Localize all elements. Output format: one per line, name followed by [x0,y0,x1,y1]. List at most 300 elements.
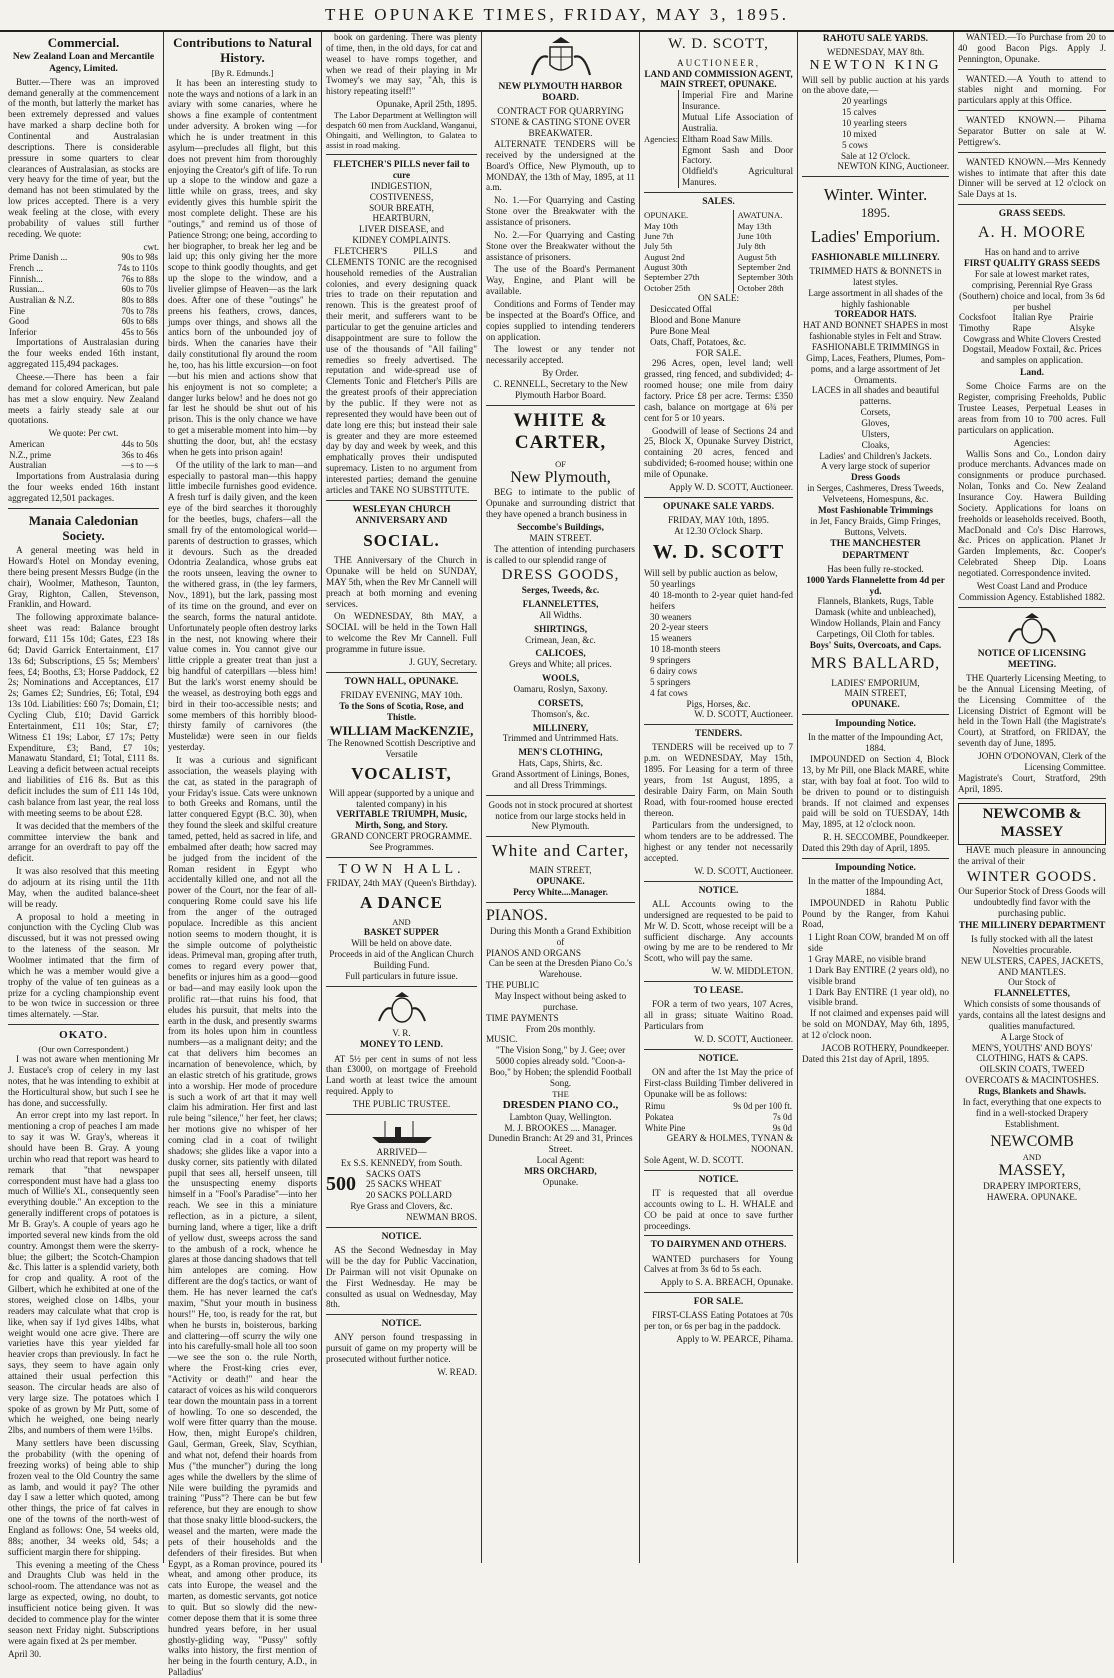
commercial-paragraph: Cheese.—There has been a fair demand for colored American, but pale has met a slow enquiry. New Zealand meets a fairly steady sale at our quotations. [8,371,159,426]
dresden-branch: Dunedin Branch: At 29 and 31, Princes Street. [488,1133,633,1155]
impound-act: In the matter of the Impounding Act, 1884. [808,876,943,897]
boys-text: Boys' Suits, Overcoats, and Caps. [809,639,942,650]
white-carter-manager: Percy White....Manager. [513,887,608,898]
timber-row [644,1112,793,1123]
corset-item: Ladies' and Children's Jackets. [819,450,932,461]
impound-item: 1 Dark Bay ENTIRE (2 years old), no visible brand [808,964,949,986]
stock-item: 40 18-month to 2-year quiet hand-fed heifers [650,589,793,611]
harbor-paragraph: Conditions and Forms of Tender may be inspected at the Board's Office, and copies supplied to intending tenderers on application. [486,299,635,342]
rugs-body: In fact, everything that one expects to find in a well-stocked Drapery Establishment. [962,1096,1102,1129]
impound-body: If not claimed and expenses paid will be sold on MONDAY, May 6th, 1895, at 12 o'clock noon. [802,1008,949,1041]
cheese-row [8,450,159,461]
notice-signature: W. W. MIDDLETON. [711,966,793,977]
tenders-body: TENDERS will be received up to 7 p.m. on WEDNESDAY, May 15th, 1895. For Leasing for a term of three years, from 1st August, 1895, a desirable Dairy Farm, on Main South Road, with four-roomed house erected thereon. [644,742,793,818]
white-carter-2-town: OPUNAKE. [536,876,585,887]
goods-detail: Oamaru, Roslyn, Saxony. [513,684,608,695]
notice-body: ALL Accounts owing to the undersigned are requested to be paid to Mr W. D. Scott, whose receipt will be a sufficient discharge. Any accounts owing by me are to be rendered to Mr Scott, who will pay the same. [644,898,793,964]
onsale-item: Oats, Chaff, Potatoes, &c. [650,336,747,347]
moore-head: A. H. MOORE [978,224,1086,242]
millinery-head: THE MILLINERY DEPARTMENT [958,920,1106,931]
white-carter-of: OF [555,458,566,469]
column-2 [164,32,322,1678]
ballard-town: OPUNAKE. [851,699,900,710]
goods-detail: Thomson's, &c. [531,708,590,719]
pianos-music: MUSIC. [486,1034,518,1045]
white-carter-head: WHITE & CARTER, [513,409,608,454]
agency-item: Imperial Fire and Marine Insurance. [682,90,793,112]
fashion-trim-text: Most Fashionable Trimmings [817,504,934,515]
stock-item: 15 weaners [650,633,692,644]
cheese-row-cell: Australian [9,460,47,471]
fletcher-item: COSTIVENESS, [369,191,434,202]
impound-date: Dated this 29th day of April, 1895. [802,842,931,853]
dresden-agent-town: Opunake. [542,1176,579,1187]
onsale-apply: Apply W. D. SCOTT, Auctioneer. [669,481,793,492]
commercial-title: Commercial. [47,35,120,50]
newcomb-massey-body: HAVE much pleasure in announcing the arrival of their [958,844,1106,866]
notice-head: NOTICE. [698,885,739,896]
butter-row [8,306,159,317]
moore-sub: Has on hand and to arrive [984,247,1080,258]
scott-land: LAND AND COMMISSION AGENT, MAIN STREET, OPUNAKE. [644,68,793,90]
pianos-the: THE [552,1088,569,1099]
stock-item: 9 springers [650,655,691,666]
butter-row-cell: 80s to 88s [121,294,158,305]
held-text: Will be held on above date. [351,938,452,949]
cheese-head: We quote: Per cwt. [48,428,119,439]
corset-item: Ulsters, [861,428,890,439]
cheese-table [8,439,159,471]
moore-body-2: Cowgrass and White Clovers Crested Dogstail, Meadow Foxtail, &c. Prices and samples on application. [962,333,1102,366]
full-text: Full particulars in future issue. [345,970,458,981]
rugs-text: Rugs, Blankets and Shawls. [978,1086,1086,1097]
sale-date: September 27th [644,272,700,283]
yards-name: W. D. SCOTT [652,540,785,563]
dresden-agent-name: MRS ORCHARD, [524,1166,597,1177]
pianos-head: PIANOS. [486,906,548,924]
notice-signature: W. READ. [437,1367,477,1378]
butter-row [8,274,159,285]
arrived-item: 25 SACKS WHEAT [366,1179,442,1190]
programme-text: See Programmes. [369,841,434,852]
butter-row-cell: Australian & N.Z. [9,294,75,305]
footer-towns: HAWERA. OPUNAKE. [986,1192,1078,1203]
commercial-paragraph: Butter.—There was an improved demand generally at the commencement of the month, but latterly the market has been extremely depressed and values have marked a sharp decline both for Continental and Australasian descriptions. There is considerable pressure in some quarters to clear clearances of Australasian, as stocks are very heavy for the time of year, but the demand has not been stimulated by the low prices accepted. There is a very weak feeling at the close, with every probability of values still further receding. We quote: [8,76,159,239]
forsale-head: FOR SALE. [693,1297,744,1308]
westcoast-text: West Coast Land and Produce Commission Agency. Established 1882. [958,580,1106,602]
pianos-public: THE PUBLIC [486,980,539,991]
newton-head: NEWTON KING [809,58,942,74]
stock-item: 10 18-month steers [650,644,721,655]
clothing-text: MEN'S, YOUTHS' AND BOYS' CLOTHING, HATS & CAPS. [971,1042,1093,1064]
sale-date: October 25th [644,282,691,293]
column-3 [322,32,482,1563]
butter-row-cell: 45s to 56s [121,326,158,337]
footer-and: AND [1022,1152,1042,1163]
wesleyan-paragraph: THE Anniversary of the Church in Opunake will be held on SUNDAY, MAY 5th, when the Rev Mr Cannell will preach at both morning and evening services. [326,555,477,609]
scott-subhead: AUCTIONEER, [677,57,760,68]
commercial-paragraph: Importations of Australasian during the four weeks ended 16th instant, aggregated 115,494 packages. [8,337,159,370]
trimmings-text: FASHIONABLE TRIMMINGS in Gimp, Laces, Feathers, Plumes, Pom-poms, and a large assortment of Jet Ornaments. [806,341,945,385]
notice-body: ON and after the 1st May the price of First-class Building Timber delivered in Opunake will be as follows: [644,1066,793,1099]
impound-head: Impounding Notice. [835,862,916,873]
impound-item: 1 Gray MARE, no visible brand [808,954,926,965]
sale-date: May 10th [644,220,678,231]
timber-row-cell: 9s 0d per 100 ft. [733,1101,792,1112]
pianos-text: During this Month a Grand Exhibition of [489,925,632,947]
okato-title: OKATO. [59,1029,108,1042]
wesleyan-paragraph: On WEDNESDAY, 8th MAY, a SOCIAL will be held in the Town Hall to welcome the Rev Mr Cannell. Full programme in future issue. [326,611,477,655]
harbor-paragraph: The lowest or any tender not necessarily accepted. [486,344,635,366]
yards-signature: W. D. SCOTT, Auctioneer. [694,709,793,720]
oilskin-text: OILSKIN COATS, TWEED OVERCOATS & MACINTOSHES. [965,1064,1099,1086]
onsale-item: Pure Bone Meal [650,325,710,336]
byline: [By R. Edmunds.] [211,67,274,78]
impound-item: 1 Light Roan COW, branded M on off side [808,932,949,954]
goods-heading: MEN'S CLOTHING, [518,747,603,758]
ballard-street: MAIN STREET, [844,688,907,699]
pianos-text: May Inspect without being asked to purchase. [494,991,627,1012]
sales-head: SALES. [702,197,735,207]
wesleyan-head: WESLEYAN CHURCH ANNIVERSARY AND [352,504,451,526]
footer-importers: DRAPERY IMPORTERS, [983,1181,1081,1192]
newcomb-massey-head: NEWCOMB & MASSEY [958,803,1106,844]
stock-item: 15 calves [842,107,877,118]
butter-row-cell: 60s to 70s [121,284,158,295]
money-body: AT 5½ per cent in sums of not less than £3000, on mortgage of Freehold Land worth at least twice the amount required. Apply to [326,1053,477,1097]
agency-item: Oldfield's Agricultural Manures. [682,166,793,188]
timber-row-cell: 9s 0d [772,1122,792,1133]
rahotu-head: RAHOTU SALE YARDS. [822,34,929,44]
notice-agent: Sole Agent, W. D. SCOTT. [644,1154,744,1165]
timber-row-cell: White Pine [645,1122,686,1133]
cheese-row-cell: 36s to 46s [121,449,158,460]
dresden-head: DRESDEN PIANO CO., [502,1098,619,1111]
sale-date: October 28th [737,282,784,293]
arrived-500: 500 [326,1173,356,1196]
newton-sell: Will sell by public auction at his yards on the above date,— [802,74,949,96]
our-stock-text: Our Stock of [1008,977,1056,988]
white-carter-building: Seccombe's Buildings, [517,522,604,533]
sale-date: September 30th [737,272,793,283]
grass-head: GRASS SEEDS. [998,209,1066,220]
flannelettes-body: Which consists of some thousands of yards, contains all the latest designs and qualities manufactured. [958,999,1106,1031]
winter-goods: WINTER GOODS. [966,868,1098,885]
column-5 [640,32,798,1563]
and-text: AND [392,917,411,928]
triumph-text: VERITABLE TRIUMPH, Music, Mirth, Song, and Story. [336,809,467,831]
okato-date: April 30. [8,1648,42,1659]
yards-sell: Will sell by public auction as below, [644,568,778,579]
harbor-subhead: CONTRACT FOR QUARRYING STONE & CASTING STONE OVER BREAKWATER. [490,106,631,139]
butter-row-cell: 76s to 88s [121,273,158,284]
timber-row [644,1123,793,1134]
seeds-row-cell: Alsyke [1069,323,1095,334]
onsale-head: ON SALE: [697,293,740,304]
seeds-row [958,312,1106,323]
impound-items [802,932,949,1008]
sales-right-list [738,221,793,294]
cheese-row-cell: 44s to 50s [121,439,158,450]
goods-heading: SHIRTINGS, [533,623,588,634]
goods-detail: Greys and White; all prices. [509,659,612,670]
goods-heading: WOOLS, [541,673,579,684]
butter-row-cell: 90s to 98s [121,252,158,263]
dress-desc-text: in Serges, Cashmeres, Dress Tweeds, Velveteens, Homespuns, &c. [807,483,944,504]
flannels-text: Flannels, Blankets, Rugs, Table Damask (white and unbleached), Window Hollands, Plain and Fancy Carpetings, Oil Cloth for tables. [810,596,941,639]
notice-head: NOTICE. [381,1231,422,1242]
arrived-signature: NEWMAN BROS. [406,1212,477,1223]
licensing-body: THE Quarterly Licensing Meeting, to be the Annual Licensing Meeting, of the Licensing Committee of the Licensing District of Egmont will be held in the Town Hall (the Magistrate's Court), at Stratford, on FRIDAY, the seventh day of June, 1895. [958,673,1106,749]
commercial-paragraph: Importations from Australasia during the four weeks ended 16th instant aggregated 12,501 packages. [8,470,159,503]
butter-row-cell: Inferior [9,326,37,337]
vr-text: V. R. [392,1027,411,1038]
scott-head: W. D. SCOTT, [668,36,769,52]
town-hall-2-head: TOWN HALL. [338,861,465,877]
onsale-item: Blood and Bone Manure [650,314,741,325]
flannelette-text: 1000 Yards Flannelette from 4d per yd. [806,574,945,596]
butter-row-cell: Prime Danish ... [9,252,68,263]
tenders-head: TENDERS. [694,729,743,740]
ulsters-text: NEW ULSTERS, CAPES, JACKETS, AND MANTLES. [960,955,1104,977]
okato-paragraph: Many settlers have been discussing the probability (with the opening of freezing works) of being able to ship frozen veal to the Old Country the same as lamb, and would it pay? The other day I saw a letter which quoted, among other things, the price of fat calves in one of the towns of the north-west of England as follows: One, 54 weeks old, 88s; another, 34 weeks old, 54s; a sufficient margin there for shipping. [8,1438,159,1557]
onsale-paragraph: 296 Acres, open, level land; well grassed, ring fenced, and subdivided; 4-roomed house; one mile from dairy factory. Price £8 per acre. Terms: £350 cash, balance on mortgage at 6¾ per cent for 5 or 10 years. [644,358,793,423]
flannelettes-text: FLANNELETTES, [994,988,1070,999]
yards-date: FRIDAY, MAY 10th, 1895. [668,514,769,525]
butter-row [8,263,159,274]
seeds-row-cell: Italian Rye [1012,312,1052,323]
manaia-title: Manaia Caledonian Society. [28,512,139,543]
harbor-signature: C. RENNELL, Secretary to the New Plymouth Harbor Board. [493,379,628,400]
goods-detail: Hats, Caps, Shirts, &c. [518,758,603,769]
wanted-ad: WANTED KNOWN.— Pihama Separator Butter on sale at W. Pettigrew's. [958,115,1106,147]
appear-text: Will appear (supported by a unique and talented company) in his [328,787,475,809]
land-body: Some Choice Farms are on the Register, comprising Freeholds, Public Trustee Leases, Perpetual Leases in areas from from 10 to 700 acres. Full particulars on application. [958,381,1106,435]
okato-paragraph: This evening a meeting of the Chess and Draughts Club was held in the school-room. The attendance was not as large as expected, owing, no doubt, to insufficient notice being given. It was decided to commence play for the winter season next Friday night. Subscriptions were again fixed at 2s per member. [8,1559,159,1646]
sale-date: July 8th [737,241,766,252]
column-7 [954,32,1110,1563]
impound-signature: JACOB ROTHERY, Poundkeeper. [821,1042,949,1053]
manchester-sub: Has been fully re-stocked. [827,563,924,574]
onsale-item: Desiccated Offal [650,304,712,315]
seeds-row [958,323,1106,334]
stock-item: 5 cows [842,139,868,150]
sale-date: September 2nd [737,262,791,273]
butter-row-cell: Good [9,316,29,327]
dairymen-body: WANTED purchasers for Young Calves at from 3s 6d to 5s each. [644,1253,793,1275]
cheese-row [8,460,159,471]
stock-item: 10 mixed [842,128,877,139]
harbor-order: By Order. [542,368,579,379]
natural-history-title: Contributions to Natural History. [173,35,312,66]
footer-massey: MASSEY, [998,1162,1066,1180]
dairymen-head: TO DAIRYMEN AND OTHERS. [650,1240,787,1251]
article-continued: book on gardening. There was plenty of time, then, in the old days, for cat and weasel to have romps together, and when we read of their playing in Mr Twomey's we may say, "Ah, this is history repeating itself!" [326,32,477,97]
notice-body: IT is requested that all overdue accounts owing to L. H. WHALE and CO be paid at once to save further proceedings. [644,1187,793,1231]
concert-text: GRAND CONCERT PROGRAMME. [331,831,472,842]
tenders-body: Particulars from the undersigned, to whom tenders are to be addressed. The highest or any tender not necessarily accepted. [644,820,793,864]
fletcher-head: FLETCHER'S PILLS never fail to cure [333,159,470,180]
public-trustee: THE PUBLIC TRUSTEE. [352,1099,451,1110]
fletcher-list [326,181,477,246]
town-hall-head: TOWN HALL, OPUNAKE. [344,676,459,687]
butter-row-cell: 74s to 110s [117,263,158,274]
stock-item: 5 springers [650,676,691,687]
dresden-address: Lambton Quay, Wellington. [509,1111,612,1122]
harbor-paragraph: No. 1.—For Quarrying and Casting Stone over the Breakwater with the assistance of prisoners. [486,195,635,227]
town-hall-2-date: FRIDAY, 24th MAY (Queen's Birthday). [326,878,477,889]
fletcher-item: SOUR BREATH, [369,202,434,213]
sale-date: June 7th [644,230,674,241]
timber-row [644,1101,793,1112]
impound-signature: R. H. SECCOMBE, Poundkeeper. [823,832,949,843]
trim-desc-text: in Jet, Fancy Braids, Gimp Fringes, Buttons, Velvets. [810,515,941,537]
seeds-table [958,312,1106,333]
ballard-head: MRS BALLARD, [810,654,941,672]
manchester-heading: THE MANCHESTER DEPARTMENT [830,539,921,561]
butter-unit: cwt. [143,241,159,252]
goods-heading: MILLINERY, [532,722,589,733]
yards-items [644,579,793,698]
royal-crest-icon [1005,612,1059,646]
moore-first: FIRST QUALITY GRASS SEEDS [963,258,1101,269]
article-paragraph: Of the utility of the lark to man—and especially to pastoral man—this happy little imbecile furnishes good evidence. A fresh turf is daily given, and the keen eye of the bird searches it thoroughly for the beetles, bugs, chafers—all the small fry of the entomological world—parents of destruction to grasses, which it devours. Such as the dreaded Odontria Zealandica, whose grubs eat the roots unseen, leaving the owner to the withered grass, in (the ley farmers, Nov., 1891), but the lark, passing most of its time on the ground, and ever on the search, forms the natural antidote. Unfortunately people often destroy larks in the nest, not knowing where their value comes in. You cannot give our little cripple a greater treat than just a big handful of caterpillars —bless him! But the lark's worst enemy should be the weasel, as destroying both eggs and bird in their too-accessible nests; and some members of this horribly blood-thirsty family of carnivores (the Mustelidæ) were seen in our fields yesterday. [168,459,317,753]
notice-body: AS the Second Wednesday in May will be the day for Public Vaccination, Dr Pairman will not visit Opunake on the First Wednesday. He may be consulted as usual on Wednesday, May 8th. [326,1245,477,1310]
cheese-row-cell: —s to —s [121,460,158,471]
newton-time: Sale at 12 O'clock. [840,150,910,161]
fletcher-item: INDIGESTION, [371,180,432,191]
goods-detail: All Widths. [539,609,582,620]
steamship-icon [367,1119,437,1145]
harbor-paragraph: ALTERNATE TENDERS will be received by the undersigned at the Board's Office, New Plymouth, up to MONDAY, the 13th of May, 1895, at 11 a.m. [486,138,635,193]
manaia-paragraph: A general meeting was held in Howard's Hotel on Monday evening, there being present Messrs Budge (in the chair), Woolmer, Matheson, Taunton, Gray, Righton, Callen, Stevenson, Franklin, and Howard. [8,545,159,610]
dresden-manager: M. J. BROOKES .... Manager. [504,1122,617,1133]
goods-detail: Trimmed and Untrimmed Hats. [502,733,619,744]
pianos-text: From 20s monthly. [525,1023,596,1034]
stock-item: 10 yearling steers [842,118,907,129]
arrived-item: SACKS OATS [366,1168,421,1179]
article-paragraph: It has been an interesting study to note the ways and notions of a lark in an aviary with some canaries, where he shows a fine example of contentment under adversity. A broken wing —for which he is under treatment in this asylum—precludes all flight, but this does not prevent him from thoroughly enjoying the Creator's gift of life. To run up a slope to the window and gaze a little while on grass, trees, and sky evidently gives this humble spirit the most complete delight. These are his "outings," and remind us of those of Patience Strong; one being, according to her biographer, to break her leg and be laid up; this only giving her the more scope to think goodly thoughts, and get up the slope to the window, and a livelier glimpse of Heaven—as the lark does. After one of these "outings" he preens his feathers, crows, dances, jumps over things, and shows all the antics born of the unbounded joy of birds. When the canaries have their daily constitutional fly around the room he, too, has his little excursion—on foot—but his mien and actions show that his enjoyment is not so complete; a danger lurks below! and he does not go far lest he should be shut out of his prison. This is the only chance we have to get a miserable moment into him—by shutting the door, but, ah! the ecstasy when he gets into prison again! [168,77,318,457]
yards-head: OPUNAKE SALE YARDS. [663,501,774,512]
impound-date: Dated this 21st day of April, 1895. [802,1053,930,1064]
arrived-rye: Rye Grass and Clovers, &c. [350,1201,453,1212]
masthead: THE OPUNAKE TIMES, FRIDAY, MAY 3, 1895. [0,0,1114,32]
fashion-heading: FASHIONABLE MILLINERY. [811,252,940,263]
article-date: Opunake, April 25th, 1895. [376,99,477,110]
column-6 [798,32,954,1563]
manaia-paragraph: The following approximate balance-sheet was read: Balance brought forward, £11 15s 10d; Gates, £23 18s 6d; David Garrick Entertainment, £17 13s 6d; Subscriptions, £5 5s; Members' fees, £4; Booths, £3; Horse Paddock, £2 2s; Nominations and Acceptances, £17 2s; Games £2; Sundries, £6; Total, £94 13s 10d. Liabilities: £60 7s; Domain, £1; Cycling Club, £10; David Garrick Entertainment, £11 10s; Star, £7; Witness £1 19s; Labor, £7 17s; Petty Expenditure, £3; Band, £7 10s; Manawatu Standard, £1; Total, £111 8s. Leaving a deficit between actual receipts and liabilities of £16 8s. But as this deficit includes the sum of £11 14s 10d, cash balance from last year, the real loss with meeting seems to be about £28. [8,612,159,818]
pianos-organs: PIANOS AND ORGANS [486,947,581,958]
trimmed-text: TRIMMED HATS & BONNETS in latest styles. [809,265,942,287]
seeds-row-cell: Cocksfoot [959,312,996,323]
white-carter-paragraph: BEG to intimate to the public of Opunake and surrounding district that they have opened a branch business in [486,487,635,520]
royal-crest-icon [375,991,429,1025]
impound-body: IMPOUNDED on Section 4, Block 13, by Mr Pill, one Black MARE, white star, with bay foal at foot. Too wild to be driven to pound or to distinguish brands. If not claimed and expenses paid will be sold on TUESDAY, 14th May, 1895, at 12 o'clock noon. [802,754,949,830]
commercial-subtitle: New Zealand Loan and Mercantile Agency, Limited. [12,52,155,74]
impound-head: Impounding Notice. [835,719,916,730]
goods-detail: Crimean, Jean, &c. [525,634,596,645]
sales-right-head: AWATUNA. [737,210,783,221]
butter-row-cell: Finnish... [9,273,43,284]
manaia-paragraph: It was decided that the members of the committee interview the bank and arrange for an overdraft to pay off the deficit. [8,820,159,864]
notice-head: NOTICE. [698,1174,739,1185]
dresden-agent: Local Agent: [536,1155,585,1166]
footer-newcomb: NEWCOMB [990,1133,1074,1151]
year-heading: 1895. [860,205,891,221]
white-carter-2-head: White and Carter, [491,841,630,861]
yards-pigs: Pigs, Horses, &c. [686,698,751,709]
millinery-body: Is fully stocked with all the latest Novelties procurable. [971,934,1093,955]
lease-signature: W. D. SCOTT, Auctioneer. [694,1033,793,1044]
sale-date: June 10th [737,230,772,241]
winter-heading: Winter. Winter. [823,185,928,205]
corset-items [802,407,949,461]
performer-name: WILLIAM MacKENZIE, [329,722,474,738]
agencies-label: Agencies: [644,134,678,145]
butter-row-cell: Fine [9,305,26,316]
goods-heading: CORSETS, [537,697,584,708]
column-1 [4,32,164,1659]
licensing-head: NOTICE OF LICENSING MEETING. [977,648,1087,670]
pianos-text: Can be seen at the Dresden Piano Co.'s Warehouse. [488,958,633,980]
stock-text: A very large stock of superior [820,461,931,472]
dress-goods-text: Dress Goods [850,472,901,483]
wanted-ad: WANTED KNOWN.—Mrs Kennedy wishes to intimate that after this date Dinner will be served at 12 o'clock on Sale Days at 1s. [958,156,1106,200]
wanted-ad: WANTED.—A Youth to attend to stables night and morning. For particulars apply at this Office. [958,73,1106,106]
hat-shapes-text: HAT AND BONNET SHAPES in most fashionable styles in Felt and Straw. [803,320,948,342]
timber-table [644,1101,793,1133]
sales-left-list [644,221,699,294]
agency-item: Eltham Road Saw Mills. [682,133,773,144]
basket-text: BASKET SUPPER [363,927,440,938]
corset-item: Gloves, [861,417,890,428]
stock-item: 6 dairy cows [650,665,697,676]
butter-row-cell: 70s to 78s [121,305,158,316]
butter-table [8,252,159,337]
notice-body: ANY person found trespassing in pursuit of game on my property will be prosecuted without further notice. [326,1332,477,1365]
columns [4,32,1110,1678]
licensing-signature: JOHN O'DONOVAN, Clerk of the Licensing Committee. [978,751,1106,772]
butter-row [8,295,159,306]
sale-date: May 13th [737,220,772,231]
white-carter-town: New Plymouth, [510,468,611,486]
dress-goods: DRESS GOODS, [501,567,620,584]
newton-items [802,96,949,150]
toreador-text: TOREADOR HATS. [834,309,917,320]
manaia-paragraph: A proposal to hold a meeting in conjunction with the Cycling Club was discussed, but it was not pressed owing to the lateness of the season. Mr Woolmer intimated that the firm of which he was a member would give a trophy of the value of ten guineas as a prize for a cycling championship event to be won twice in succession or three times alternately. —Star. [8,911,159,1020]
pianos-text: "The Vision Song," by J. Gee; over 5000 copies already sold. "Coon-a-Boo," by Hoben; the splendid Football Song. [489,1045,632,1088]
goods-heading: FLANNELETTES, [522,599,599,610]
impound-item: 1 Dark Bay ENTIRE (1 year old), no visible brand. [808,986,949,1008]
article-paragraph: It was a curious and significant association, the weasels playing with the cat, as stated in the paragraph of your Friday's issue. Cats were unknown to both Greeks and Romans, until the latter conquered Egypt (B.C. 30), when they found the sleek and skilful creature tamed, petted, held as sacred in life, and embalmed after death; how sacred may be judged from the incident of the Roman resident in Egypt who accidentally killed one, and not all the power of the Court, nor the fear of all-conquering Rome could save his life from the anger of the outraged populace. Incredible as this ancient notion seems to modern thought, it is the simple outcome of polytheistic ideas. Primeval man, groping after truth, comes to regard every power that, benefits or injures him as a good—good or bad—and may easily look upon the prolific rat—that ruins his food, that eludes his pursuit, that melts into the earth in the dusk, and presently swarms from its holes upon him in countless numbers—as a malignant deity; and the cat that delivers him becomes an incarnation of benevolence, which, by an elastic stretch of his gratitude, grows into a worship. Her mode of procedure is such a work of art that it may well claim his admiration. Her first and last rule being "silence," her feet, her claws; her motions give no whisper of her coming clad in a coat of twilight shadows; she glides like a vapor into a dusky corner, sits patiently with dilated pupil that sees all, herself unseen, till the unsuspecting enemy disports himself in a "Fool's Paradise"—into her reach. We see in this a miniature reflection, as in a picture, a silent, burning land, where a tiger, like a drift of yellow dust, sweeps across the sand to the ambush of a rock, whence he glares at those dancing shadows that tell him antelopes are coming. How different are the dog's tactics, or want of them. He has never learned the cat's maxim, "Shut your mouth in business hours!" He, too, is ready for the rat, but when he bursts in, boisterous, barking and clattering—off scurry the wily one into his carefully-small hole all too soon—we see the son o. the rule North, where the Frost-king cries ever, "Activity or death!" and hear the cataract of voices as his wild conquerors tear down the mountain pass in a torrent of howling. To one so descended, the wolf were fitter quarry than the mouse. How, then, might Europe's children, Gaul, German, Greek, Slav, Scythian, and what not, defend their hoards from Mus ("the muncher") during the long ages while the dwellers by the slime of Nile were building the pyramids and training "Puss"? There can be but few reference, but they are enough to show that those snaky little blood-suckers, the weasel and the marten, were made the pets of their households and the defenders of their firesides. But when Egypt, as a Roman province, poured its wheat, and among other produce, its cats into Europe, the weasel and the marten, as domestic servants, got notice to quit. But so slowly did the new-comer depose them that it is some three hundred years before, in her usual ghostly-gliding way, "Pussy" softly walks into history, the first mention of her being in the fourth century, A.D., in Palladius' [168,754,318,1678]
column-4 [482,32,640,1563]
timber-row-cell: 7s 0d [772,1111,792,1122]
stock-item: 30 weaners [650,611,692,622]
wanted-ad: WANTED.—To Purchase from 20 to 40 good Bacon Pigs. Apply J. Pennington, Opunake. [958,32,1106,64]
onsale-items [644,304,793,347]
town-hall-sons: To the Sons of Scotia, Rose, and Thistle. [339,700,464,722]
emporium-heading: Ladies' Emporium. [810,226,941,246]
pianos-time: TIME PAYMENTS [486,1012,559,1023]
newton-signature: NEWTON KING, Auctioneer. [837,161,949,172]
dairymen-signature: Apply to S. A. BREACH, Opunake. [660,1277,793,1288]
stock-item: 20 2-year steers [650,622,709,633]
butter-row [8,316,159,327]
arrived-items [366,1169,452,1202]
harbor-paragraph: No. 2.—For Quarrying and Casting Stone over the Breakwater without the assistance of prisoners. [486,229,635,262]
land-head: Land. [1019,368,1045,379]
harbor-board-crest-icon [526,35,596,79]
